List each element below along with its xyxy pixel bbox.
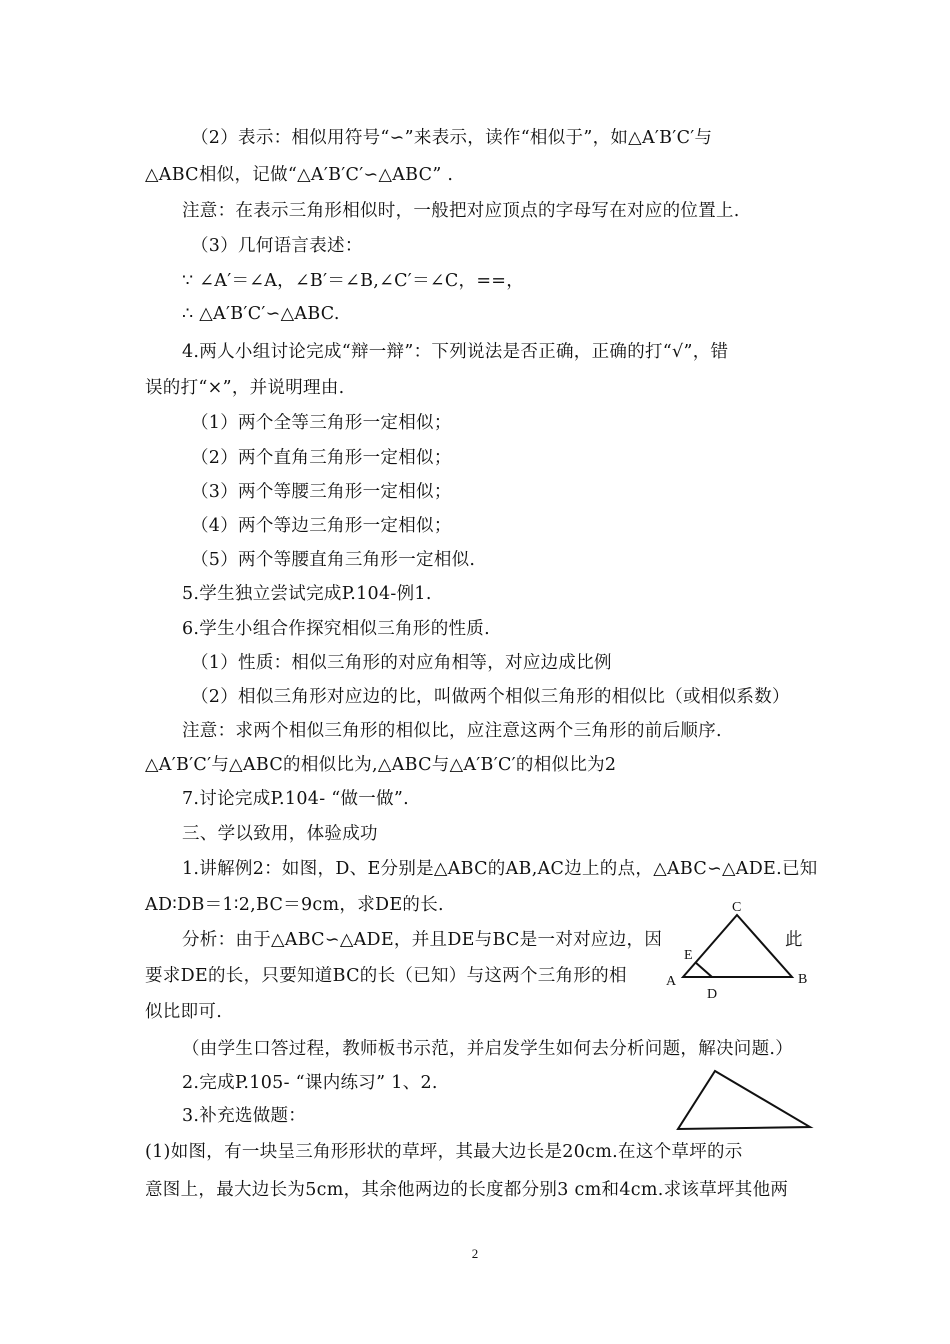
text-line: (1)如图，有一块呈三角形形状的草坪，其最大边长是20cm.在这个草坪的示 [145, 1142, 743, 1162]
text-line: （1）性质：相似三角形的对应角相等，对应边成比例 [191, 653, 612, 673]
text-line: （3）两个等腰三角形一定相似； [191, 482, 452, 502]
text-line: （5）两个等腰直角三角形一定相似. [191, 550, 476, 570]
text-line: 注意：求两个相似三角形的相似比，应注意这两个三角形的前后顺序. [182, 721, 722, 741]
page-number: 2 [471, 1246, 479, 1261]
text-line: 1.讲解例2：如图，D、E分别是△ABC的AB,AC边上的点，△ABC∽△ADE.已知 [182, 859, 818, 879]
text-line: ∴ △A′B′C′∽△ABC. [182, 304, 340, 324]
segment-de [695, 962, 712, 977]
text-line: （3）几何语言表述： [191, 236, 363, 256]
text-line: AD∶DB＝1∶2,BC＝9cm，求DE的长. [145, 895, 444, 915]
text-line: （4）两个等边三角形一定相似； [191, 516, 452, 536]
text-line: 分析：由于△ABC∽△ADE，并且DE与BC是一对对应边，因 [182, 930, 663, 950]
text-line: （2）表示：相似用符号“∽”来表示，读作“相似于”，如△A′B′C′与 [191, 128, 713, 148]
text-line: 3.补充选做题： [182, 1106, 307, 1126]
text-line: 似比即可. [145, 1002, 223, 1022]
triangle-abc [683, 915, 792, 977]
text-line: △A′B′C′与△ABC的相似比为,△ABC与△A′B′C′的相似比为2 [145, 755, 617, 775]
text-line: 三、学以致用，体验成功 [182, 824, 378, 844]
text-line: 2.完成P.105- “课内练习” 1、2. [182, 1073, 438, 1093]
label-d: D [707, 987, 718, 1002]
text-line: （2）两个直角三角形一定相似； [191, 448, 452, 468]
text-line: 5.学生独立尝试完成P.104-例1. [182, 584, 432, 604]
text-line: 要求DE的长，只要知道BC的长（已知）与这两个三角形的相 [145, 966, 627, 986]
text-line: 误的打“×”，并说明理由. [145, 378, 345, 398]
lawn-triangle-figure [670, 1065, 820, 1135]
text-line: △ABC相似，记做“△A′B′C′∽△ABC” . [145, 165, 454, 185]
text-line: 意图上，最大边长为5cm，其余他两边的长度都分别3 cm和4cm.求该草坪其他两 [145, 1180, 789, 1200]
label-b: B [798, 972, 808, 987]
text-line: 7.讨论完成P.104- “做一做”. [182, 789, 410, 809]
label-c: C [732, 900, 742, 915]
text-line: （2）相似三角形对应边的比，叫做两个相似三角形的相似比（或相似系数） [191, 687, 790, 707]
text-line: 6.学生小组合作探究相似三角形的性质. [182, 619, 490, 639]
label-a: A [666, 974, 677, 989]
text-line: （1）两个全等三角形一定相似； [191, 413, 452, 433]
triangle-abc-figure [660, 895, 820, 1005]
text-line: 此 [785, 930, 803, 950]
text-line: 4.两人小组讨论完成“辩一辩”：下列说法是否正确，正确的打“√”，错 [182, 342, 729, 362]
label-e: E [684, 948, 693, 963]
text-line: （由学生口答过程，教师板书示范，并启发学生如何去分析问题，解决问题.） [182, 1039, 794, 1059]
text-line: 注意：在表示三角形相似时，一般把对应顶点的字母写在对应的位置上. [182, 201, 740, 221]
lawn-triangle [678, 1071, 810, 1129]
text-line: ∵ ∠A′＝∠A，∠B′＝∠B,∠C′＝∠C，==， [182, 271, 525, 291]
